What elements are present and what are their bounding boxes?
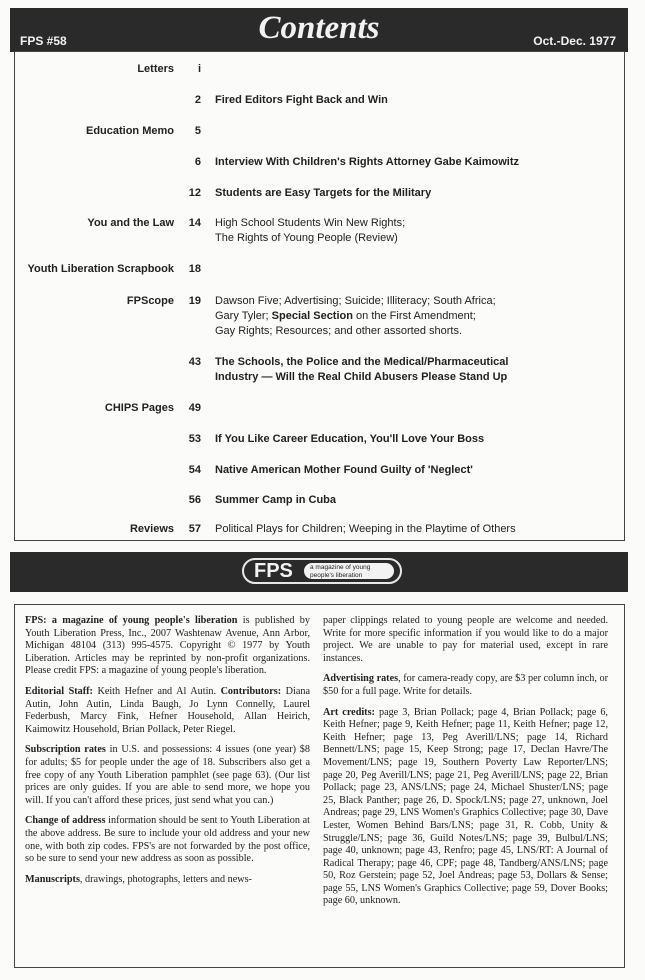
toc-page: 57 [188, 523, 201, 535]
toc-title: Interview With Children's Rights Attorney Gabe Kaimowitz [215, 156, 520, 168]
contents-header [10, 8, 628, 52]
masthead-info [14, 604, 625, 968]
toc-page: 53 [188, 433, 201, 445]
toc-section: Letters [137, 63, 174, 75]
subscription-paragraph: Subscription rates in U.S. and possessions: 4 issues (one year) $8 for adults; $5 for people under the age of 18. Subscribers also get a free copy of any Youth Liberation pamphlet (see page 63). (Our list prices are only guides. If you are able to send more, we hope you will. If you can't afford these prices, just send what you can.) [25, 744, 310, 806]
address-paragraph: Change of address information should be sent to Youth Liberation at the above address. Be sure to include your old address and your new one, with both zip codes. FPS's are not forwarded by the post office, so be sure to send your new address as soon as possible. [25, 815, 310, 865]
toc-section: CHIPS Pages [104, 402, 174, 414]
toc-page: 5 [194, 125, 201, 137]
staff-paragraph: Editorial Staff: Keith Hefner and Al Autin. Contributors: Diana Autin, John Autin, Linda Baugh, Jo Lynn Connelly, Laurel Federbush, Marcy Fink, Hefner Household, Allan Heirich, Kaimowitz Household, Brian Pollack, Peter Riegel. [25, 685, 311, 735]
toc-title: Summer Camp in Cuba [215, 494, 337, 506]
toc-title: Fired Editors Fight Back and Win [215, 94, 388, 106]
logo-tagline: a magazine of young people's liberation [304, 563, 394, 579]
toc-page: 54 [188, 464, 201, 476]
toc-description: Dawson Five; Advertising; Suicide; Illiteracy; South Africa; Gary Tyler; Special Section on the First Amendment; Gay Rights; Resources; and other assorted shorts. [215, 295, 496, 337]
toc-page: 18 [188, 263, 201, 275]
toc-description: Political Plays for Children; Weeping in the Playtime of Others [215, 523, 516, 535]
page-title: Contents [258, 10, 380, 46]
fps-logo [242, 558, 402, 584]
toc-page: 12 [188, 187, 201, 199]
toc-page: 56 [188, 494, 201, 506]
issue-date: Oct.-Dec. 1977 [533, 34, 616, 48]
toc-section: You and the Law [87, 217, 174, 229]
toc-page: i [197, 63, 201, 75]
toc-page: 6 [194, 156, 201, 168]
toc-page: 14 [188, 217, 201, 229]
toc-section: FPScope [126, 295, 174, 307]
toc-section: Education Memo [85, 125, 174, 137]
table-of-contents [14, 51, 625, 541]
toc-section: Youth Liberation Scrapbook [27, 263, 174, 275]
toc-title: Native American Mother Found Guilty of 'Neglect' [215, 464, 473, 476]
toc-title: Students are Easy Targets for the Military [215, 187, 432, 199]
logo-banner [10, 552, 628, 592]
toc-page: 2 [194, 94, 201, 106]
logo-name: FPS [254, 560, 293, 582]
toc-page: 43 [188, 356, 201, 368]
toc-section: Reviews [129, 523, 174, 535]
manuscripts-paragraph: Manuscripts, drawings, photographs, letters and news- [25, 873, 252, 885]
art-credits-paragraph: Art credits: page 3, Brian Pollack; page 4, Brian Pollack; page 6, Keith Hefner; page 9, Keith Hefner; page 11, Keith Hefner; page 12, Keith Hefner; page 13, Peg Averill/LNS; page 14, Richard Bennett/LNS; page 15, Keep Strong; page 17, Declan Havre/The Movement/LNS; page 19, Southern Poverty Law Reporter/LNS; page 20, Peg Averill/LNS; page 21, Peg Averill/LNS; page 22, Brian Pollack; page 23, ANS/LNS; page 24, Michael Shuster/LNS; page 25, Black Panther; page 26, D. Spock/LNS; page 27, unknown, Joel Andreas; page 29, LNS Women's Graphics Collective; page 30, Dave Lester, Women Behind Bars/LNS; page 31, R. Cobb, Unity & Struggle/LNS; page 36, Guild Notes/LNS; page 39, Bulbul/LNS; page 40, unknown; page 43, Renfro; page 45, LNS/RT: A Journal of Radical Therapy; page 46, CPF; page 48, Tandberg/ANS/LNS; page 50, Roz Gerstein; page 52, Joel Andreas; page 53, Dollars & Sense; page 55, LNS Women's Graphics Collective; page 59, Dover Books; page 60, unknown. [323, 706, 608, 907]
info-column-right [323, 615, 608, 916]
advertising-paragraph: Advertising rates, for camera-ready copy, are $3 per column inch, or $50 for a full page. Write for details. [323, 673, 608, 697]
about-paragraph: FPS: a magazine of young people's liberation is published by Youth Liberation Press, Inc., 2007 Washtenaw Avenue, Ann Arbor, Michigan 48104 (313) 995-4575. Copyright © 1977 by Youth Liberation. Articles may be reprinted by non-profit organizations. Please credit FPS: a magazine of young people's liberation. [25, 615, 310, 677]
toc-description: High School Students Win New Rights; The Rights of Young People (Review) [215, 217, 406, 244]
info-column-left [25, 615, 310, 894]
toc-title: If You Like Career Education, You'll Love Your Boss [215, 433, 485, 445]
special-section-label: Special Section [271, 310, 353, 322]
toc-page: 49 [188, 402, 201, 414]
toc-title: The Schools, the Police and the Medical/Pharmaceutical Industry — Will the Real Child Abusers Please Stand Up [215, 356, 509, 383]
manuscripts-continued: paper clippings related to young people are welcome and needed. Write for more specific information if you would like to do a major project. We are unable to pay for material used, except in rare instances. [323, 615, 608, 664]
toc-page: 19 [188, 295, 201, 307]
issue-number: FPS #58 [20, 34, 67, 48]
